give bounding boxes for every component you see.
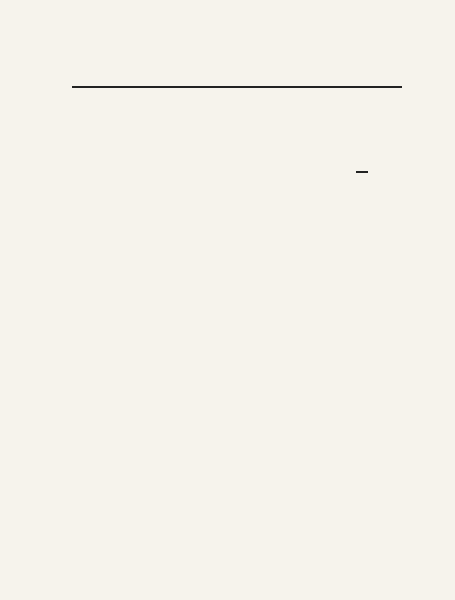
chapter-dash [356, 171, 368, 173]
header-rule [72, 86, 402, 88]
